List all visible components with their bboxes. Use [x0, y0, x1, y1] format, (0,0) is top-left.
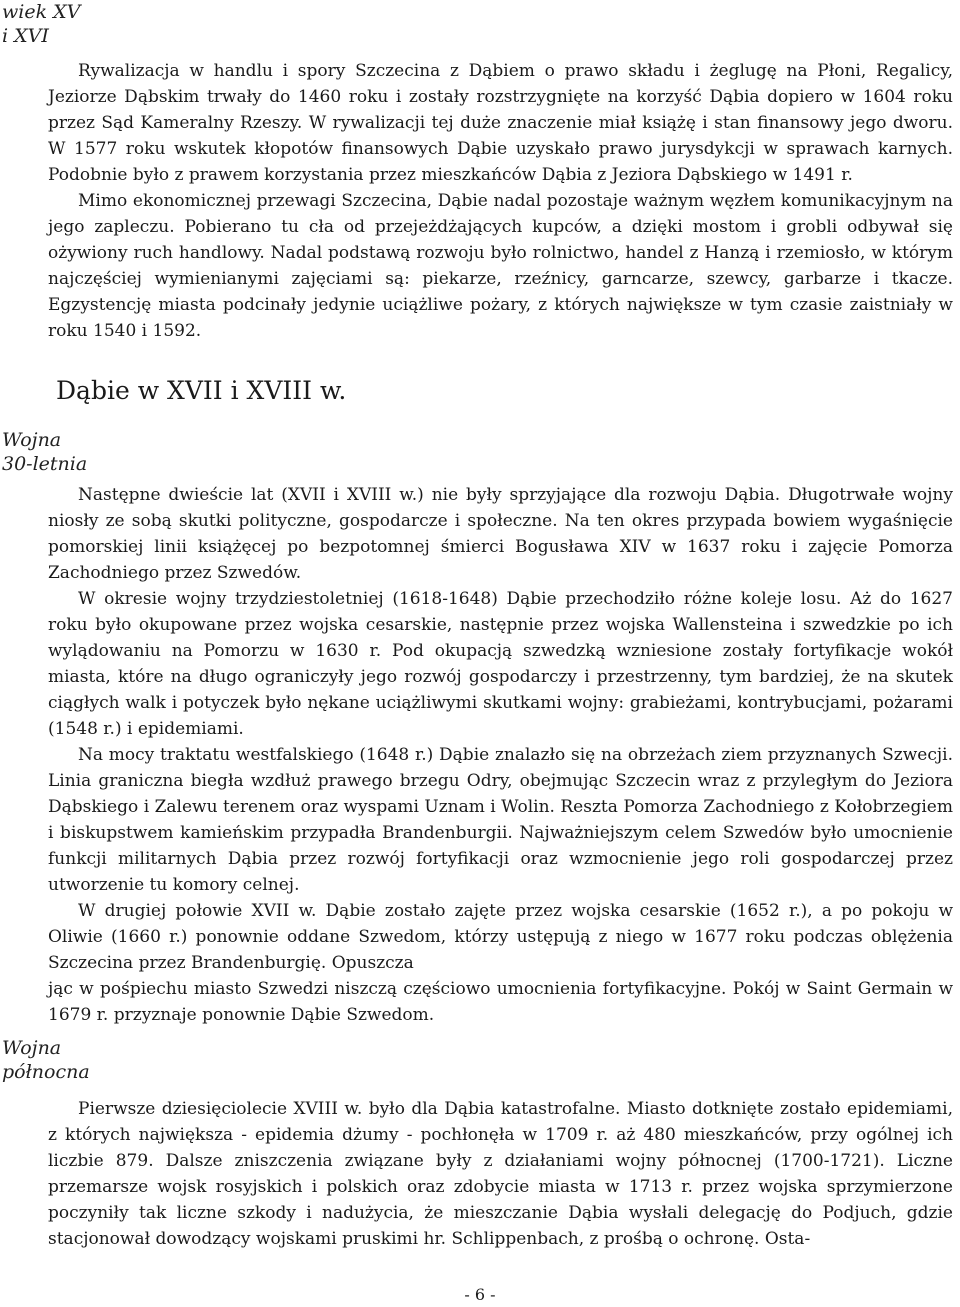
paragraph: Rywalizacja w handlu i spory Szczecina z Dąbiem o prawo składu i żeglugę na Płoni, Regalicy, Jeziorze Dąbskim trwały do 1460 roku i zostały rozstrzygnięte na korzyść Dąbia dopiero w 1604 roku przez Sąd Kameralny Rzeszy. W rywalizacji tej duże znaczenie miał książę i stan finansowy jego dworu. W 1577 roku wskutek kłopotów finansowych Dąbie uzyskało prawo jurysdykcji w sprawach karnych. Podobnie było z prawem korzystania przez mieszkańców Dąbia z Jeziora Dąbskiego w 1491 r.	[48, 61, 953, 185]
margin-note-thirty-years-war	[2, 428, 87, 476]
margin-note-line: i XVI	[2, 25, 49, 47]
margin-note-line: Wojna	[2, 429, 62, 451]
section-17-18-century	[48, 482, 953, 1028]
margin-note-century	[2, 0, 80, 48]
paragraph: jąc w pośpiechu miasto Szwedzi niszczą częściowo umocnienia fortyfikacyjne. Pokój w Saint Germain w 1679 r. przyznaje ponownie Dąbie Szwedom.	[48, 979, 953, 1025]
page-number: - 6 -	[464, 1285, 496, 1304]
paragraph: Na mocy traktatu westfalskiego (1648 r.) Dąbie znalazło się na obrzeżach ziem przyznanych Szwecji. Linia graniczna biegła wzdłuż prawego brzegu Odry, obejmując Szczecin wraz z przyległym do Jeziora Dąbskiego i Zalewu terenem oraz wyspami Uznam i Wolin. Reszta Pomorza Zachodniego z Kołobrzegiem i biskupstwem kamieńskim przypadła Brandenburgii. Najważniejszym celem Szwedów było umocnienie funkcji militarnych Dąbia przez rozwój fortyfikacji oraz wzmocnienie jego roli gospodarczej przez utworzenie tu komory celnej.	[48, 745, 953, 895]
paragraph: Pierwsze dziesięciolecie XVIII w. było dla Dąbia katastrofalne. Miasto dotknięte zostało epidemiami, z których największa - epidemia dżumy - pochłonęła w 1709 r. aż 480 mieszkańców, przy ogólnej ich liczbie 879. Dalsze zniszczenia związane były z działaniami wojny północnej (1700-1721). Liczne przemarsze wojsk rosyjskich i polskich oraz zdobycie miasta w 1713 r. przez wojska sprzymierzone poczyniły tak liczne szkody i nadużycia, że mieszczanie Dąbia wysłali delegację do Podjuch, gdzie stacjonował dowodzący wojskami pruskimi hr. Schlippenbach, z prośbą o ochronę. Osta-	[48, 1099, 953, 1249]
margin-note-northern-war	[2, 1036, 90, 1084]
paragraph: Następne dwieście lat (XVII i XVIII w.) nie były sprzyjające dla rozwoju Dąbia. Długotrwałe wojny niosły ze sobą skutki polityczne, gospodarcze i społeczne. Na ten okres przypada bowiem wygaśnięcie pomorskiej linii książęcej po bezpotomnej śmierci Bogusława XIV w 1637 roku i zajęcie Pomorza Zachodniego przez Szwedów.	[48, 485, 953, 583]
margin-note-line: 30-letnia	[2, 453, 88, 475]
margin-note-line: północna	[2, 1061, 90, 1083]
margin-note-line: wiek XV	[2, 1, 81, 23]
section-trade-rivalry	[48, 58, 953, 344]
paragraph: W drugiej połowie XVII w. Dąbie zostało zajęte przez wojska cesarskie (1652 r.), a po pokoju w Oliwie (1660 r.) ponownie oddane Szwedom, którzy ustępują z niego w 1677 roku podczas oblężenia Szczecina przez Brandenburgię. Opuszcza	[48, 901, 953, 973]
section-heading: Dąbie w XVII i XVIII w.	[56, 376, 347, 405]
margin-note-line: Wojna	[2, 1037, 62, 1059]
paragraph: Mimo ekonomicznej przewagi Szczecina, Dąbie nadal pozostaje ważnym węzłem komunikacyjnym na jego zapleczu. Pobierano tu cła od przejeżdżających kupców, a dzięki mostom i grobli odbywał się ożywiony ruch handlowy. Nadal podstawą rozwoju było rolnictwo, handel z Hanzą i rzemiosło, w którym najczęściej wymienianymi zajęciami są: piekarze, rzeźnicy, garncarze, szewcy, garbarze i tkacze. Egzystencję miasta podcinały jedynie uciążliwe pożary, z których największe w tym czasie zaistniały w roku 1540 i 1592.	[48, 191, 953, 341]
paragraph: W okresie wojny trzydziestoletniej (1618-1648) Dąbie przechodziło różne koleje losu. Aż do 1627 roku było okupowane przez wojska cesarskie, następnie przez wojska Wallensteina i szwedzkie po ich wylądowaniu na Pomorzu w 1630 r. Pod okupacją szwedzką wzniesione zostały fortyfikacje wokół miasta, które na długo ograniczyły jego rozwój gospodarczy i przestrzenny, tym bardziej, że na skutek ciągłych walk i potyczek było nękane uciążliwymi skutkami wojny: grabieżami, kontrybucjami, pożarami (1548 r.) i epidemiami.	[48, 589, 953, 739]
section-northern-war	[48, 1096, 953, 1252]
